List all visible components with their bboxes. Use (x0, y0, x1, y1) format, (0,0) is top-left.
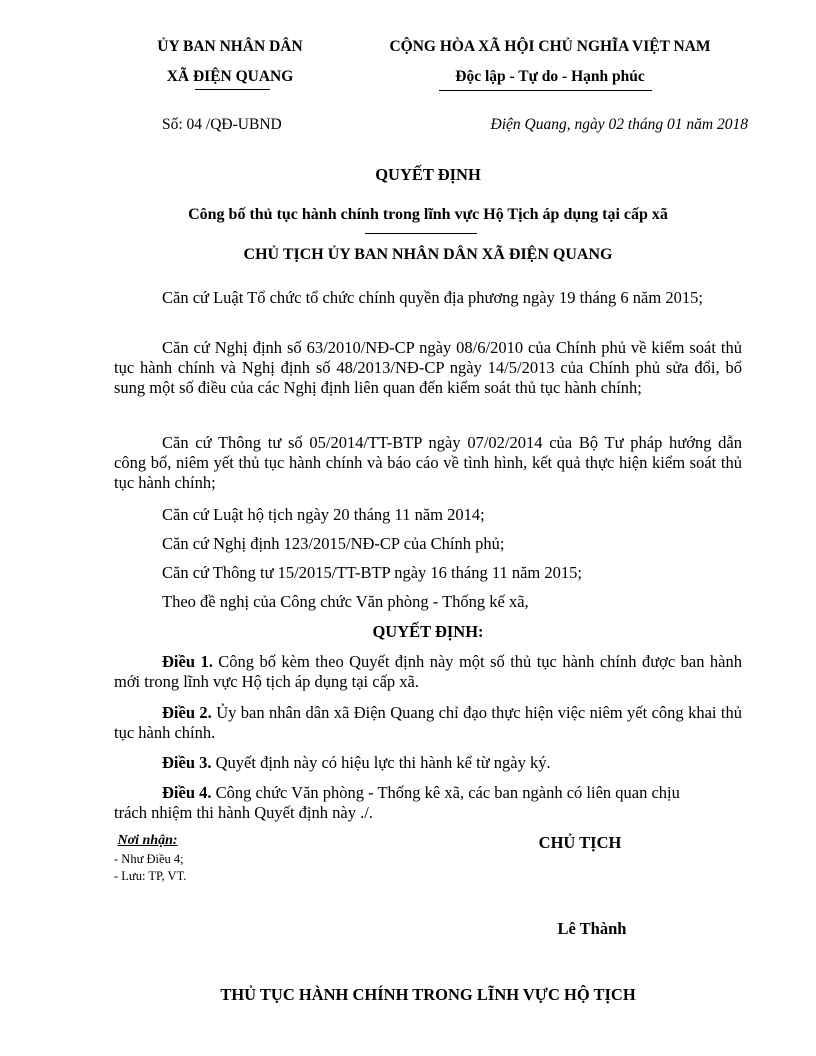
article-2-text: Ủy ban nhân dân xã Điện Quang chỉ đạo thực hiện việc niêm yết công khai thủ tục hành chính. (114, 703, 742, 742)
issuing-authority: CHỦ TỊCH ỦY BAN NHÂN DÂN XÃ ĐIỆN QUANG (243, 246, 613, 263)
annex-heading: THỦ TỤC HÀNH CHÍNH TRONG LĨNH VỰC HỘ TỊCH (220, 985, 636, 1004)
motto-underline (439, 90, 652, 91)
article-4-label: Điều 4. (162, 783, 212, 802)
article-1 (114, 652, 742, 692)
preamble-paragraph-1: Căn cứ Luật Tổ chức tổ chức chính quyền địa phương ngày 19 tháng 6 năm 2015; (162, 288, 703, 307)
article-2 (114, 703, 742, 743)
preamble-paragraph-7: Theo đề nghị của Công chức Văn phòng - Thống kế xã, (162, 592, 529, 611)
article-2-label: Điều 2. (162, 703, 212, 722)
nation-name: CỘNG HÒA XÃ HỘI CHỦ NGHĨA VIỆT NAM (389, 38, 711, 55)
agency-name-line1: ỦY BAN NHÂN DÂN (157, 38, 303, 55)
recipient-line-2: - Lưu: TP, VT. (114, 869, 187, 883)
agency-underline (195, 89, 270, 90)
recipients-heading (114, 833, 178, 849)
preamble-paragraph-6: Căn cứ Thông tư 15/2015/TT-BTP ngày 16 tháng 11 năm 2015; (162, 563, 582, 582)
decision-heading: QUYẾT ĐỊNH: (372, 622, 484, 641)
document-subject: Công bố thủ tục hành chính trong lĩnh vực Hộ Tịch áp dụng tại cấp xã (188, 206, 668, 223)
recipients-heading-text: Nơi nhận: (117, 833, 178, 848)
agency-name-line2: XÃ ĐIỆN QUANG (166, 68, 294, 85)
article-3 (162, 753, 551, 773)
article-3-text: Quyết định này có hiệu lực thi hành kể từ ngày ký. (211, 753, 551, 772)
nation-motto: Độc lập - Tự do - Hạnh phúc (455, 68, 645, 85)
preamble-paragraph-4: Căn cứ Luật hộ tịch ngày 20 tháng 11 năm 2014; (162, 505, 485, 524)
preamble-paragraph-2: Căn cứ Nghị định số 63/2010/NĐ-CP ngày 08/6/2010 của Chính phủ về kiểm soát thủ tục hành chính và Nghị định số 48/2013/NĐ-CP ngày 14/5/2013 của Chính phủ sửa đổi, bổ sung một số điều của các Nghị định liên quan đến kiểm soát thủ tục hành chính; (114, 338, 742, 397)
document-title: QUYẾT ĐỊNH (375, 165, 481, 184)
place-and-date: Điện Quang, ngày 02 tháng 01 năm 2018 (490, 116, 748, 133)
signer-name: Lê Thành (557, 919, 627, 938)
preamble-paragraph-5: Căn cứ Nghị định 123/2015/NĐ-CP của Chính phủ; (162, 534, 505, 553)
article-1-label: Điều 1. (162, 652, 213, 671)
subject-underline (365, 233, 477, 234)
preamble-paragraph-3: Căn cứ Thông tư số 05/2014/TT-BTP ngày 07/02/2014 của Bộ Tư pháp hướng dẫn công bố, niêm yết thủ tục hành chính và báo cáo về tình hình, kết quả thực hiện kiểm soát thủ tục hành chính; (114, 433, 742, 492)
recipient-line-1: - Như Điều 4; (114, 852, 184, 866)
document-number: Số: 04 /QĐ-UBND (162, 116, 282, 133)
article-3-label: Điều 3. (162, 753, 212, 772)
signature-title: CHỦ TỊCH (538, 833, 622, 852)
article-4 (114, 783, 714, 823)
article-4-text: Công chức Văn phòng - Thống kê xã, các ban ngành có liên quan chịu trách nhiệm thi hành Quyết định này ./. (114, 783, 680, 822)
article-1-text: Công bố kèm theo Quyết định này một số thủ tục hành chính được ban hành mới trong lĩnh vực Hộ tịch áp dụng tại cấp xã. (114, 652, 742, 691)
